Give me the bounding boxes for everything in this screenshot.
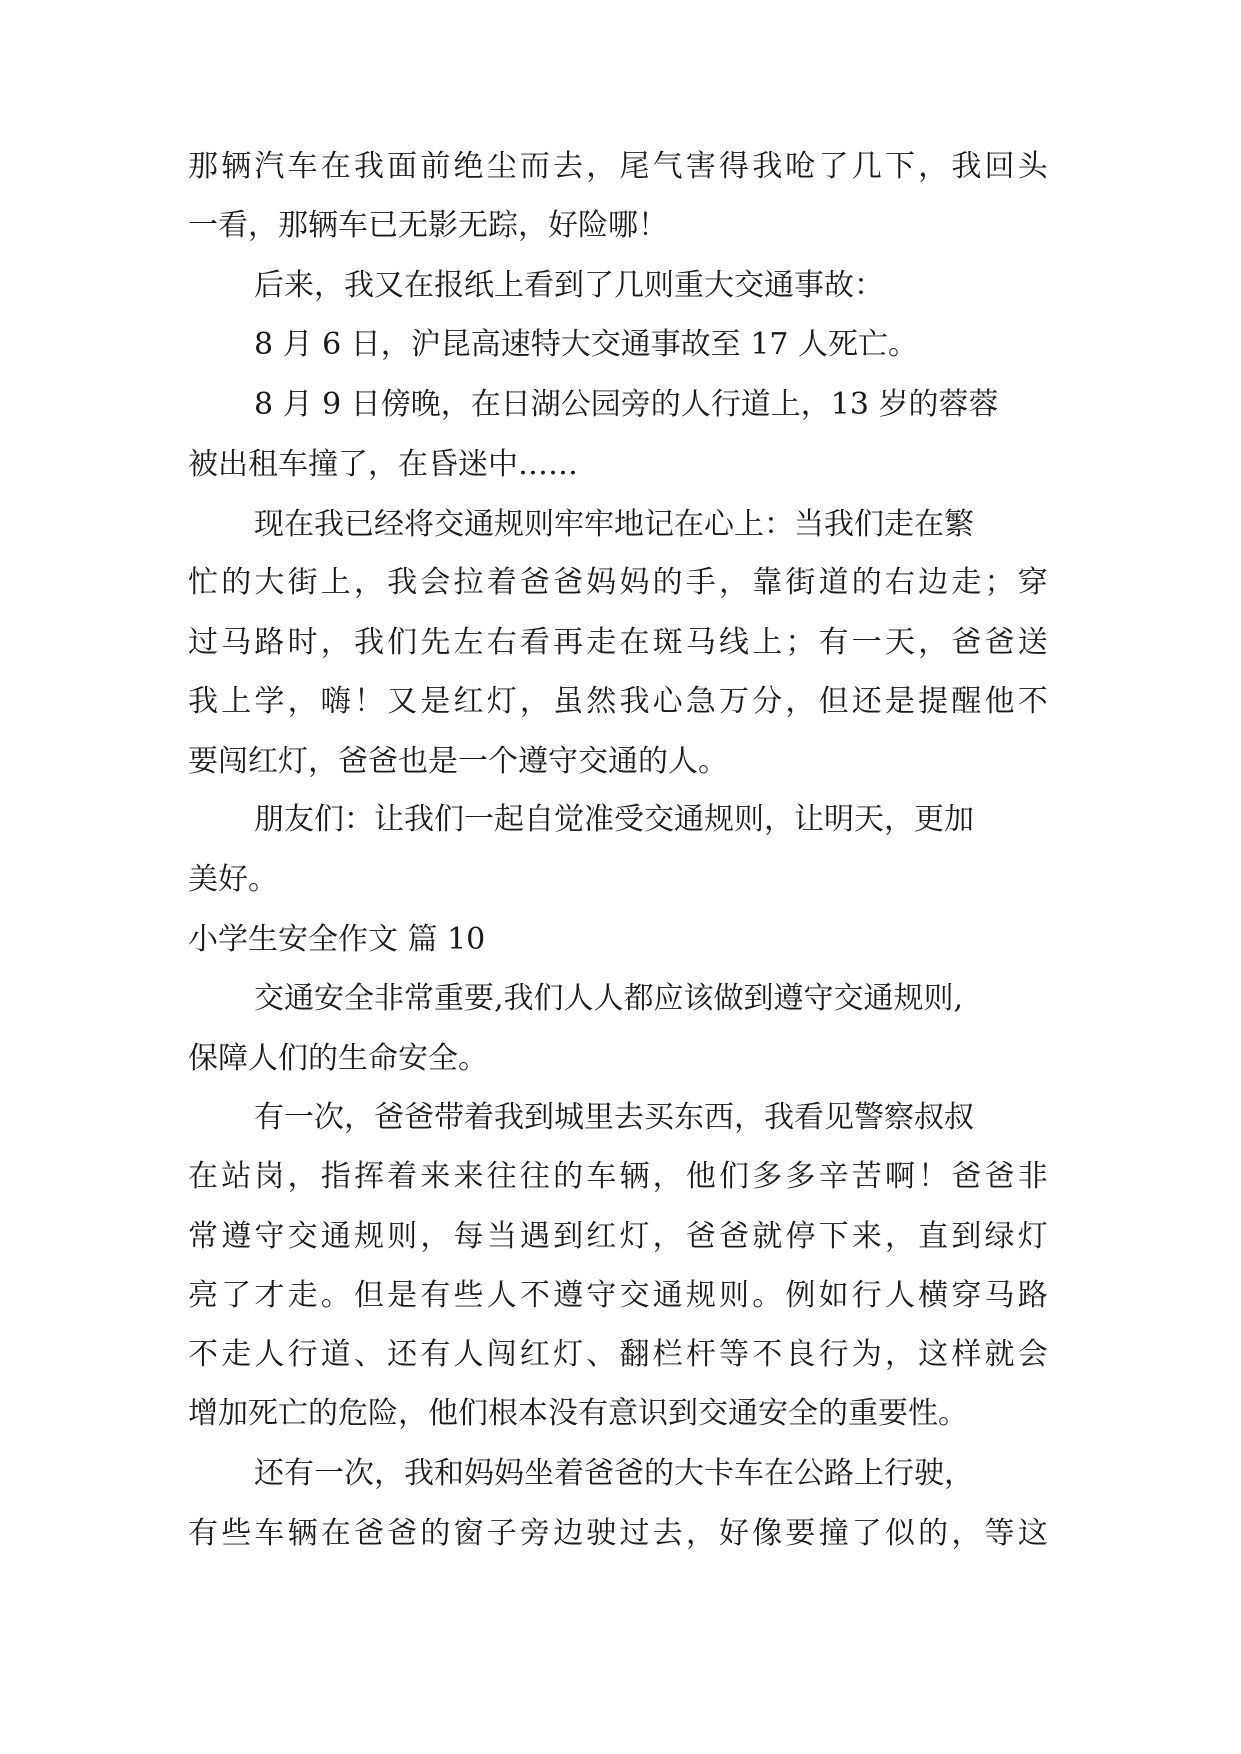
text-line: 那 辆 汽 车 在 我 面 前 绝 尘 而 去 ， 尾 气 害 得 我 呛 了 几 下 ， 我 回 头 bbox=[188, 149, 1048, 184]
text-line: 有 些 车 辆 在 爸 爸 的 窗 子 旁 边 驶 过 去 ， 好 像 要 撞 了 似 的 ， 等 这 bbox=[188, 1516, 1048, 1551]
text-line: 美好。 bbox=[188, 862, 278, 897]
text-line: 不 走 人 行 道 、 还 有 人 闯 红 灯 、 翻 栏 杆 等 不 良 行 为 ， 这 样 就 会 bbox=[188, 1337, 1048, 1372]
section-heading: 小学生安全作文 篇 10 bbox=[188, 922, 486, 957]
text-line: 增加死亡的危险，他们根本没有意识到交通安全的重要性。 bbox=[188, 1396, 968, 1431]
text-line: 现在我已经将交通规则牢牢地记在心上：当我们走在繁 bbox=[254, 507, 974, 542]
text-line: 8 月 6 日，沪昆高速特大交通事故至 17 人死亡。 bbox=[254, 327, 919, 362]
text-line: 忙 的 大 街 上 ， 我 会 拉 着 爸 爸 妈 妈 的 手 ， 靠 街 道 的 右 边 走 ； 穿 bbox=[188, 565, 1048, 600]
text-line: 8 月 9 日傍晚，在日湖公园旁的人行道上，13 岁的蓉蓉 bbox=[254, 387, 999, 422]
text-line: 过 马 路 时 ， 我 们 先 左 右 看 再 走 在 斑 马 线 上 ； 有 一 天 ， 爸 爸 送 bbox=[188, 625, 1048, 660]
text-line: 后来，我又在报纸上看到了几则重大交通事故： bbox=[254, 268, 884, 303]
text-line: 亮 了 才 走 。 但 是 有 些 人 不 遵 守 交 通 规 则 。 例 如 行 人 横 穿 马 路 bbox=[188, 1278, 1048, 1313]
text-line: 被出租车撞了，在昏迷中…… bbox=[188, 447, 578, 482]
text-line: 常 遵 守 交 通 规 则 ， 每 当 遇 到 红 灯 ， 爸 爸 就 停 下 来 ， 直 到 绿 灯 bbox=[188, 1219, 1048, 1254]
text-line: 还有一次，我和妈妈坐着爸爸的大卡车在公路上行驶， bbox=[254, 1456, 974, 1491]
text-line: 我 上 学 ， 嗨 ！ 又 是 红 灯 ， 虽 然 我 心 急 万 分 ， 但 还 是 提 醒 他 不 bbox=[188, 684, 1048, 719]
text-line: 在 站 岗 ， 指 挥 着 来 来 往 往 的 车 辆 ， 他 们 多 多 辛 苦 啊 ！ 爸 爸 非 bbox=[188, 1159, 1048, 1194]
text-line: 朋友们：让我们一起自觉准受交通规则，让明天，更加 bbox=[254, 802, 974, 837]
text-line: 一看，那辆车已无影无踪，好险哪！ bbox=[188, 208, 668, 243]
text-line: 有一次，爸爸带着我到城里去买东西，我看见警察叔叔 bbox=[254, 1100, 974, 1135]
text-line: 要闯红灯，爸爸也是一个遵守交通的人。 bbox=[188, 744, 728, 779]
text-line: 交通安全非常重要,我们人人都应该做到遵守交通规则, bbox=[254, 981, 964, 1016]
text-line: 保障人们的生命安全。 bbox=[188, 1041, 488, 1076]
